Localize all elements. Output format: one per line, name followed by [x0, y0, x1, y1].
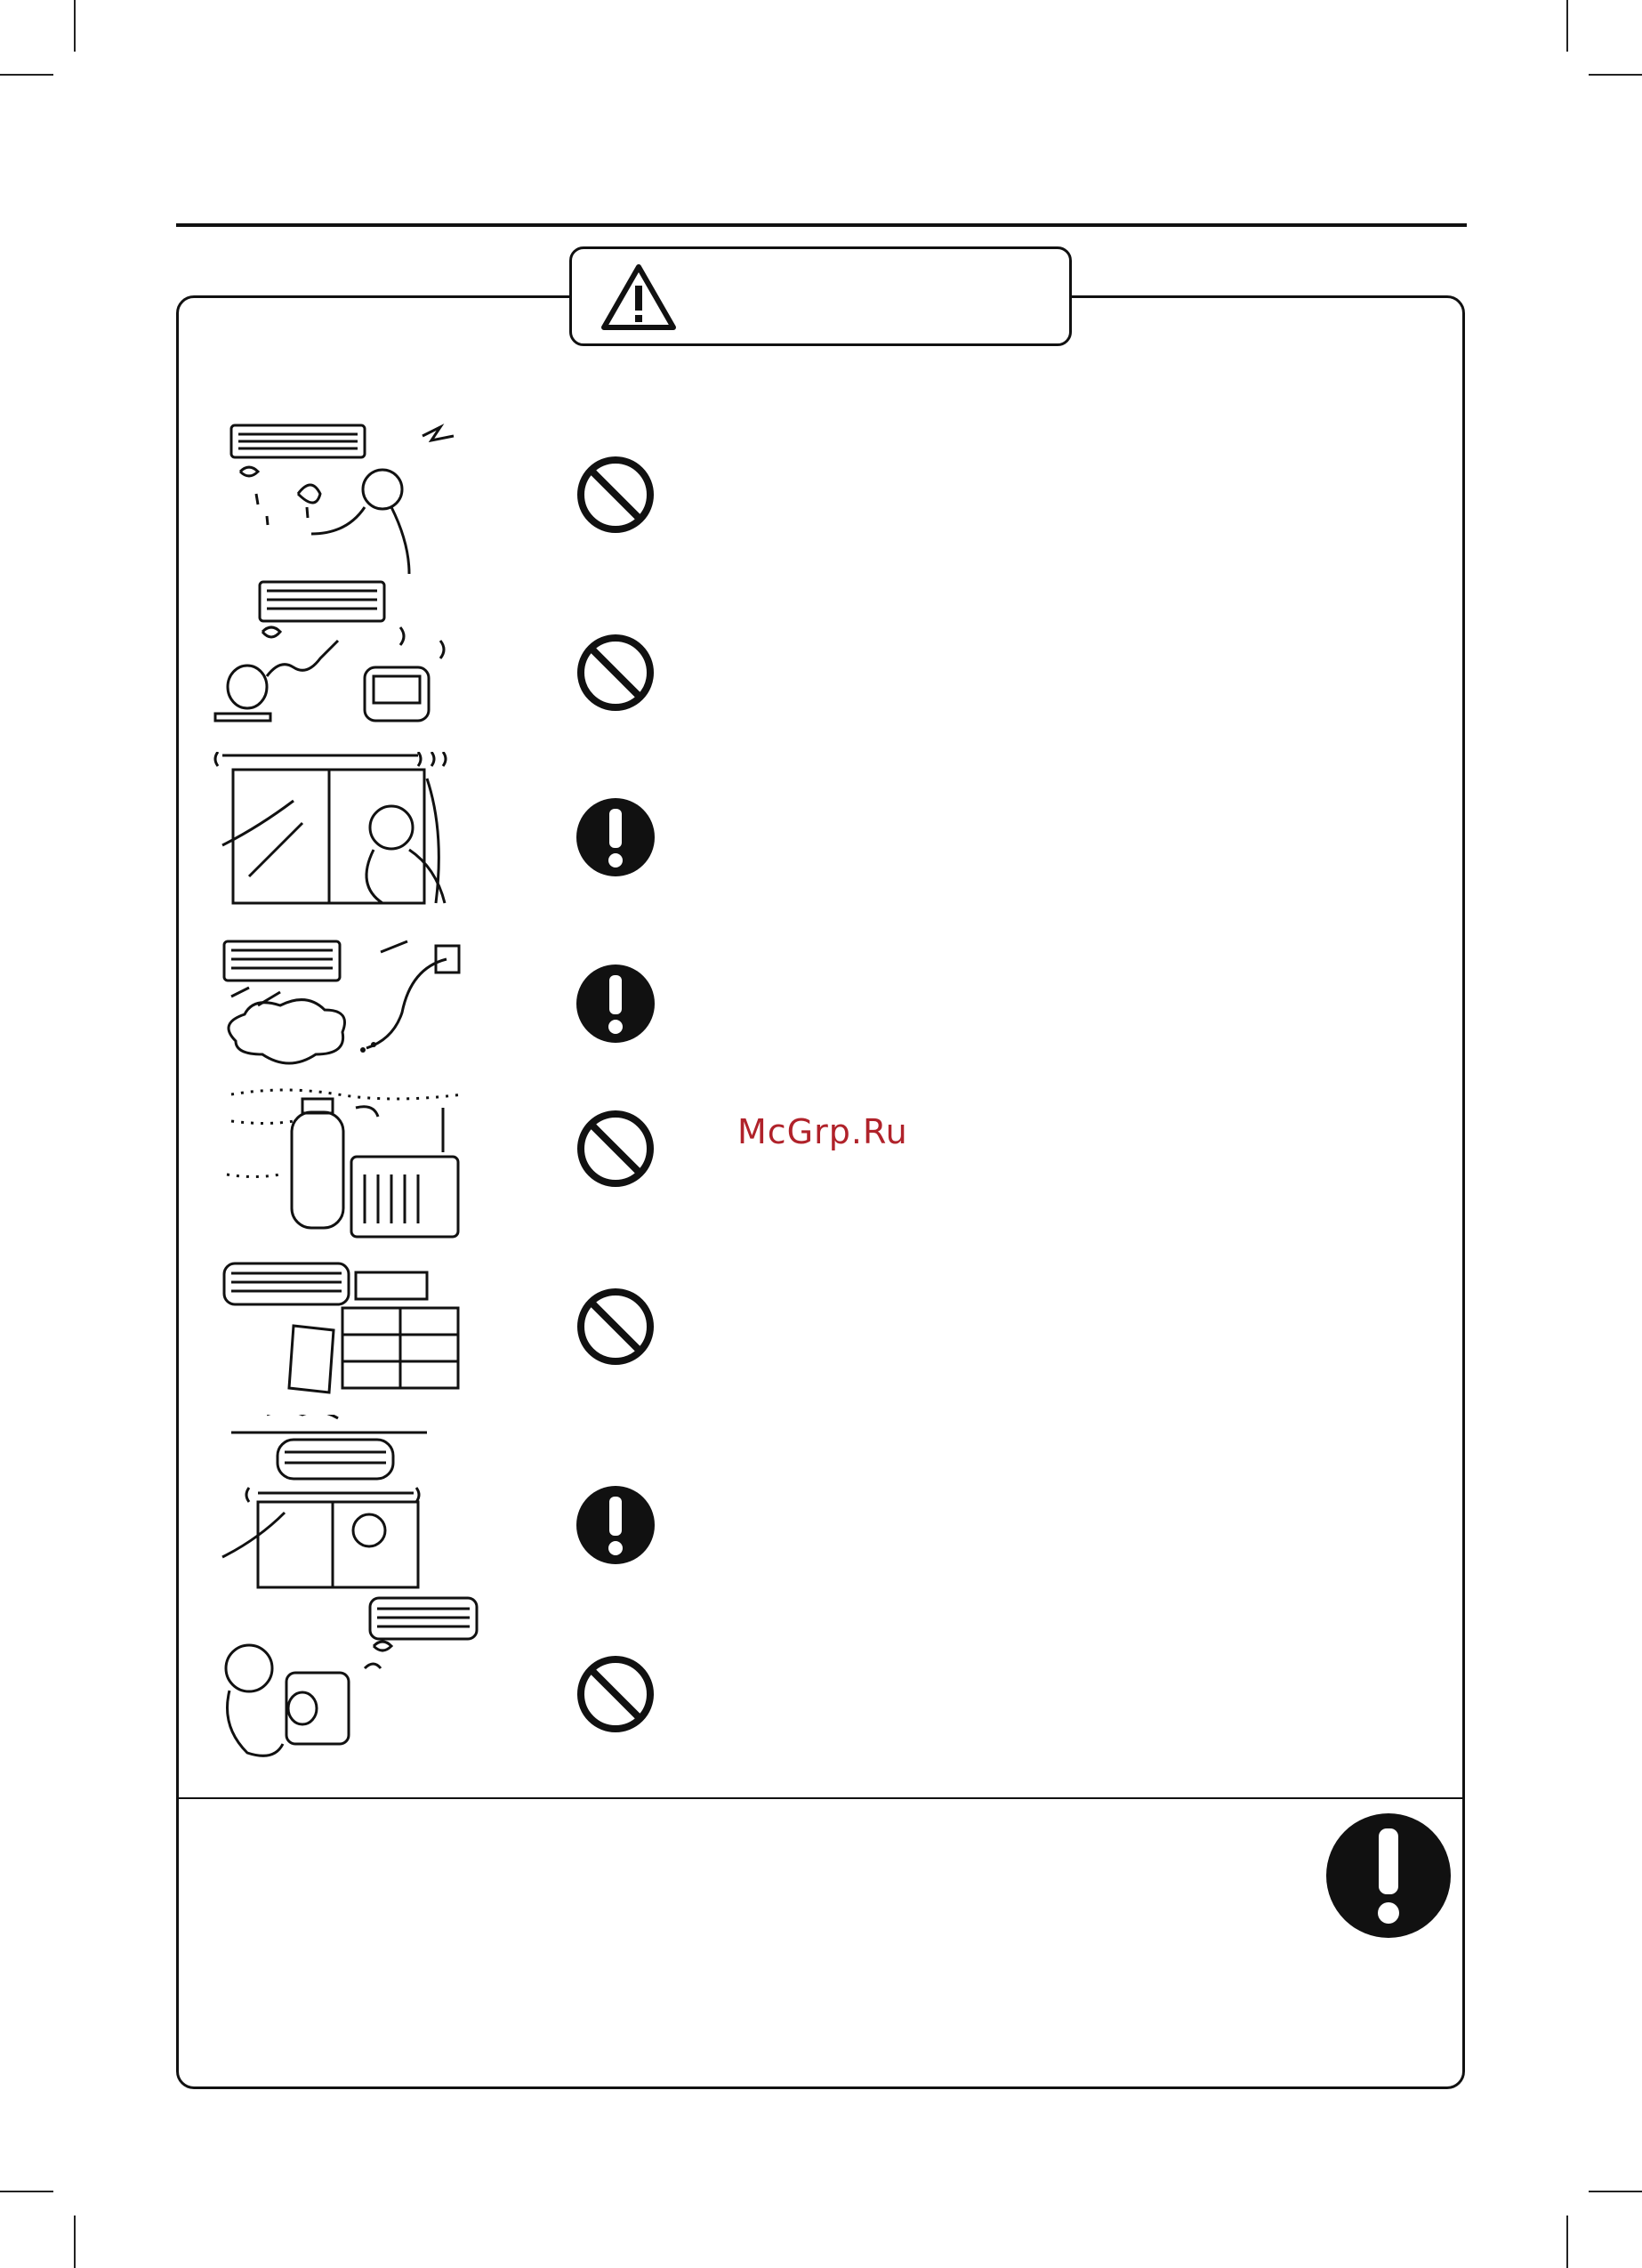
crop-mark	[74, 2216, 76, 2268]
crop-mark	[1566, 2216, 1568, 2268]
window-ventilation-illustration	[213, 752, 463, 916]
mounting-check-illustration	[213, 1415, 471, 1593]
crop-mark	[0, 74, 53, 76]
warning-header-tab	[569, 246, 1072, 346]
list-item	[213, 578, 1441, 739]
prohibit-icon	[575, 1286, 656, 1368]
prohibit-icon	[575, 454, 656, 536]
prohibit-icon	[575, 1653, 656, 1735]
mandatory-icon	[575, 796, 656, 878]
wet-hands-illustration	[213, 418, 463, 578]
list-item	[213, 1259, 1441, 1419]
prohibit-icon	[575, 1108, 656, 1190]
crop-mark	[0, 2191, 53, 2192]
children-illustration	[213, 1593, 480, 1762]
gas-cylinder-illustration	[213, 1081, 471, 1241]
unplug-illustration	[213, 934, 463, 1086]
crop-mark	[1589, 2191, 1642, 2192]
list-item	[213, 1081, 1441, 1241]
mandatory-icon	[575, 963, 656, 1045]
mandatory-icon	[575, 1484, 656, 1566]
warning-triangle-icon	[599, 262, 679, 333]
prohibit-icon	[575, 632, 656, 714]
list-item	[213, 934, 1441, 1086]
list-item	[213, 418, 1441, 578]
section-divider	[177, 1797, 1464, 1799]
blocked-unit-illustration	[213, 1259, 471, 1419]
steam-heater-illustration	[213, 578, 463, 739]
list-item	[213, 752, 1441, 916]
crop-mark	[74, 0, 76, 52]
list-item	[213, 1415, 1441, 1593]
list-item	[213, 1593, 1441, 1762]
watermark: McGrp.Ru	[737, 1112, 908, 1151]
crop-mark	[1589, 74, 1642, 76]
mandatory-icon	[1324, 1811, 1453, 1941]
crop-mark	[1566, 0, 1568, 52]
warning-title	[705, 249, 1051, 343]
header-rule	[176, 223, 1467, 227]
